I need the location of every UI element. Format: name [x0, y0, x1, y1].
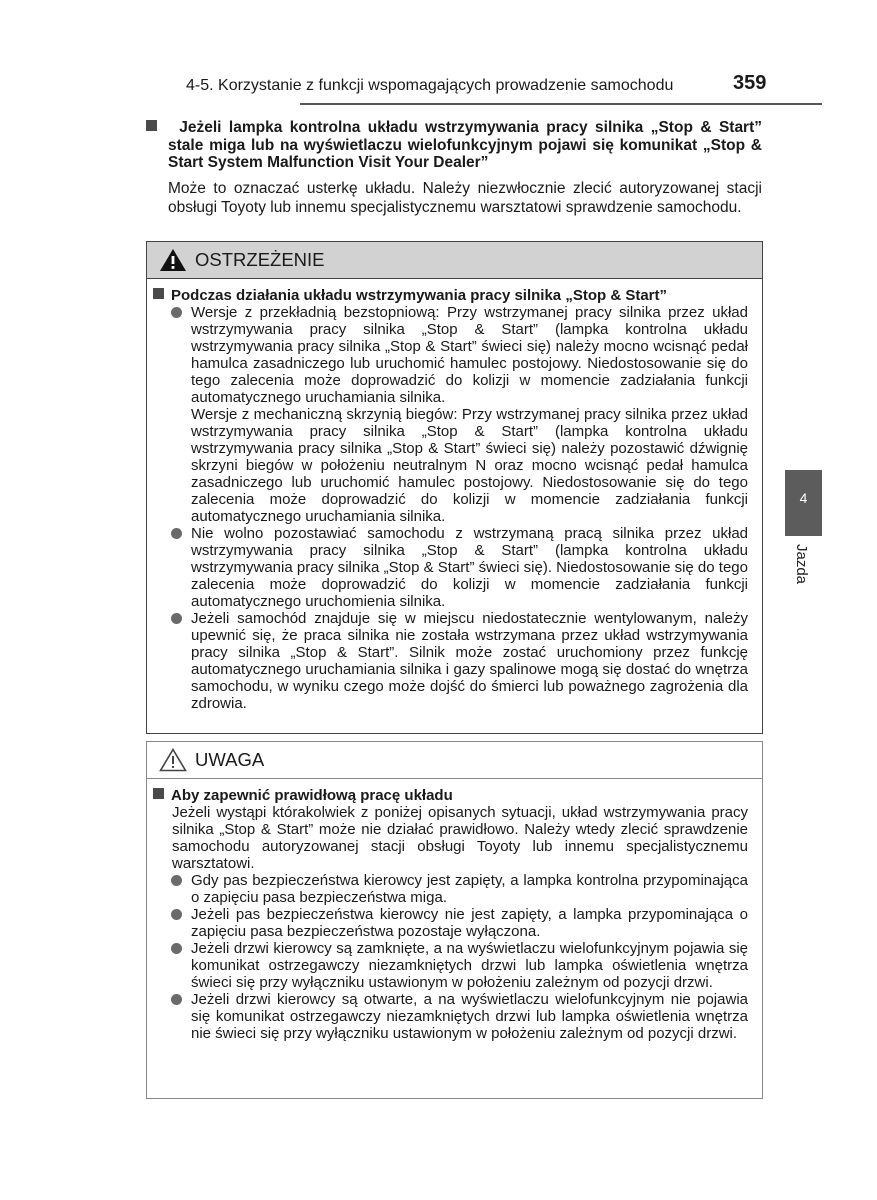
note-section-title-text: Aby zapewnić prawidłową pracę układu — [171, 787, 453, 804]
list-item-text: Jeżeli drzwi kierowcy są otwarte, a na wyświetlaczu wielofunkcyjnym nie pojawia się komunikat ostrzegawczy niezamkniętych drzwi lub lampka oświetlenia wnętrza nie świeci się przy wyłączniku ustawionym w położeniu zależnym od pozycji drzwi. — [191, 991, 748, 1042]
round-bullet-icon — [171, 909, 182, 920]
list-item-text: Jeżeli samochód znajduje się w miejscu niedostatecznie wentylowanym, należy upewnić się, że praca silnika nie została wstrzymana przez układ wstrzymywania pracy silnika „Stop & Start”. Silnik może zostać uruchomiony przez funkcję automatycznego uruchamiania silnika i gazy spalinowe mogą się dostać do wnętrza samochodu, w wyniku czego może dojść do śmierci lub poważnego zagrożenia dla zdrowia. — [191, 610, 748, 712]
round-bullet-icon — [171, 528, 182, 539]
warning-label: OSTRZEŻENIE — [195, 249, 325, 270]
round-bullet-icon — [171, 875, 182, 886]
intro-heading — [146, 119, 762, 172]
note-intro: Jeżeli wystąpi którakolwiek z poniżej opisanych sytuacji, układ wstrzymywania pracy silnika „Stop & Start” może nie działać prawidłowo. Należy wtedy zlecić sprawdzenie samochodu autoryzowanej stacji obsługi Toyoty lub innemu specjalistycznemu warsztatowi. — [172, 804, 748, 872]
list-item — [147, 525, 762, 610]
header-rule — [300, 103, 822, 105]
square-bullet-icon — [153, 788, 164, 799]
list-item-text: Jeżeli pas bezpieczeństwa kierowcy nie jest zapięty, a lampka przypominająca o zapięciu pasa bezpieczeństwa pozostaje wyłączona. — [191, 906, 748, 940]
intro-body: Może to oznaczać usterkę układu. Należy niezwłocznie zlecić autoryzowanej stacji obsługi Toyoty lub innemu specjalistycznemu warsztatowi sprawdzenie samochodu. — [168, 179, 762, 216]
warning-triangle-outline-icon — [159, 748, 187, 772]
warning-section-title-text: Podczas działania układu wstrzymywania pracy silnika „Stop & Start” — [171, 287, 667, 304]
list-item-text: Jeżeli drzwi kierowcy są zamknięte, a na wyświetlaczu wielofunkcyjnym pojawia się komunikat ostrzegawczy niezamkniętych drzwi lub lampka oświetlenia wnętrza świeci się przy wyłączniku ustawionym w położeniu zależnym od pozycji drzwi. — [191, 940, 748, 991]
round-bullet-icon — [171, 943, 182, 954]
warning-triangle-filled-icon — [159, 248, 187, 272]
warning-section-title — [153, 287, 762, 304]
list-item-text: Wersje z przekładnią bezstopniową: Przy wstrzymanej pracy silnika przez układ wstrzymywania pracy silnika „Stop & Start” (lampka kontrolna układu wstrzymywania pracy silnika „Stop & Start” świeci się) należy mocno wcisnąć pedał hamulca zasadniczego lub uruchomić hamulec postojowy. Niedostosowanie się do tego zalecenia może doprowadzić do kolizji w momencie zadziałania funkcji automatycznego uruchamiania silnika. — [191, 304, 748, 406]
warning-list — [147, 304, 762, 712]
header-title: 4-5. Korzystanie z funkcji wspomagających prowadzenie samochodu — [186, 77, 674, 94]
page-number: 359 — [733, 72, 767, 94]
list-item-text: Wersje z mechaniczną skrzynią biegów: Przy wstrzymanej pracy silnika przez układ wstrzymywania pracy silnika „Stop & Start” (lampka kontrolna układu wstrzymywania pracy silnika „Stop & Start” świeci się) należy pozostawić dźwignię skrzyni biegów w położeniu neutralnym N oraz mocno wcisnąć pedał hamulca zasadniczego lub uruchomić hamulec postojowy. Niedostosowanie się do tego zalecenia może doprowadzić do kolizji w momencie zadziałania funkcji automatycznego uruchamiania silnika. — [191, 406, 748, 525]
list-item-text: Nie wolno pozostawiać samochodu z wstrzymaną pracą silnika przez układ wstrzymywania pracy silnika „Stop & Start” (lampka kontrolna układu wstrzymywania pracy silnika „Stop & Start” świeci się). Niedostosowanie się do tego zalecenia może doprowadzić do kolizji w momencie zadziałania funkcji automatycznego uruchomienia silnika. — [191, 525, 748, 610]
warning-box — [146, 241, 763, 734]
square-bullet-icon — [146, 120, 157, 131]
note-box — [146, 741, 763, 1099]
intro-section — [146, 119, 762, 217]
chapter-tab — [785, 470, 822, 536]
list-item — [147, 906, 762, 940]
chapter-number: 4 — [799, 490, 808, 506]
list-item-text: Gdy pas bezpieczeństwa kierowcy jest zapięty, a lampka kontrolna przypominająca o zapięciu pasa bezpieczeństwa miga. — [191, 872, 748, 906]
intro-heading-text: Jeżeli lampka kontrolna układu wstrzymywania pracy silnika „Stop & Start” stale miga lub na wyświetlaczu wielofunkcyjnym pojawi się komunikat „Stop & Start System Malfunction Visit Your Dealer” — [168, 119, 763, 171]
chapter-label: Jazda — [793, 544, 810, 585]
list-item — [147, 940, 762, 991]
note-section-title — [153, 787, 762, 804]
round-bullet-icon — [171, 307, 182, 318]
square-bullet-icon — [153, 288, 164, 299]
round-bullet-icon — [171, 994, 182, 1005]
warning-header — [147, 242, 762, 279]
list-item — [147, 872, 762, 906]
note-header — [147, 742, 762, 779]
note-list — [147, 872, 762, 1042]
list-item — [147, 304, 762, 525]
list-item — [147, 991, 762, 1042]
round-bullet-icon — [171, 613, 182, 624]
note-label: UWAGA — [195, 749, 265, 770]
list-item — [147, 610, 762, 712]
